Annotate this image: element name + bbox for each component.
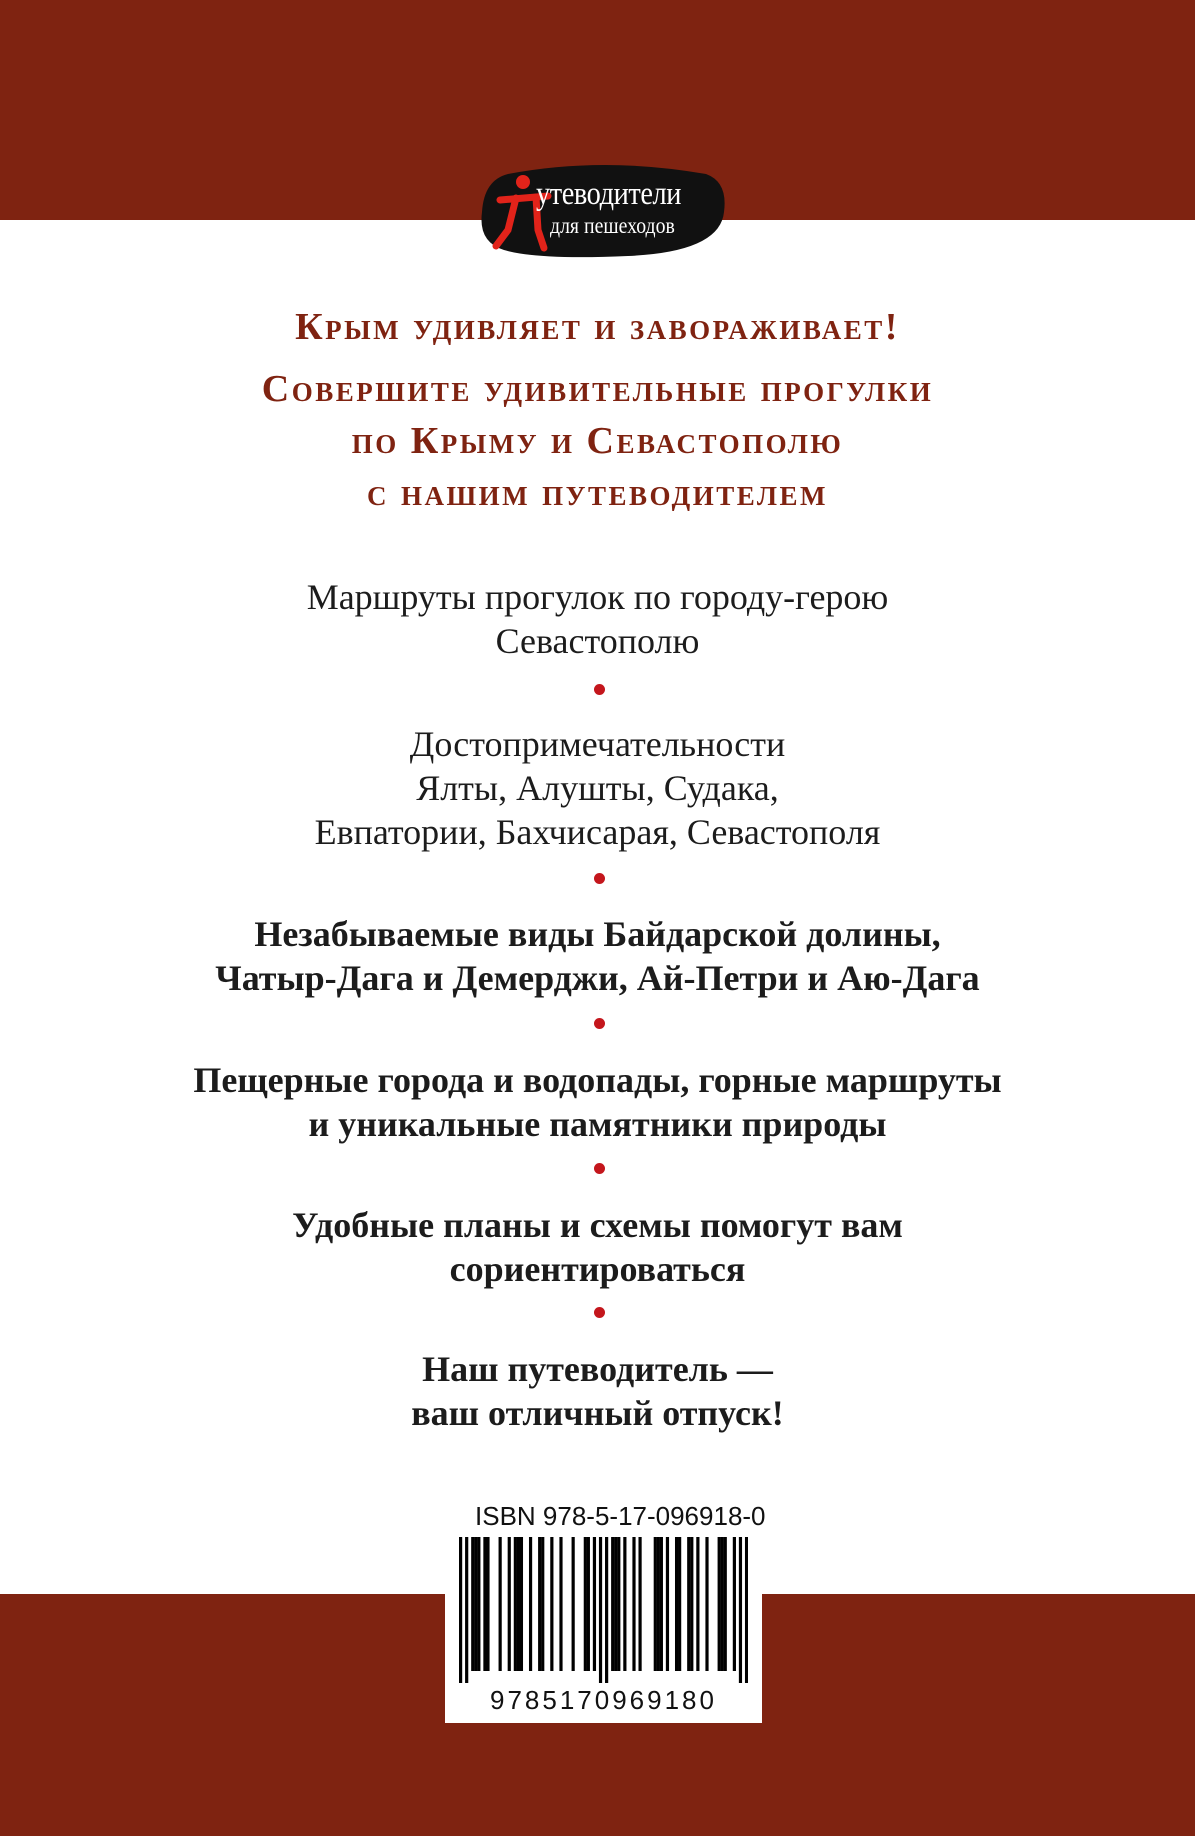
- headline-line-3: по Крыму и Севастополю: [351, 420, 844, 462]
- feature-slogan: [60, 1347, 1135, 1435]
- barcode-bar: [550, 1537, 553, 1671]
- logo-title: утеводители: [536, 176, 682, 212]
- feature-line: Достопримечательности: [409, 724, 786, 764]
- barcode-bar: [724, 1537, 727, 1671]
- barcode-bar: [654, 1537, 657, 1671]
- feature-routes: [60, 575, 1135, 663]
- feature-views: [60, 912, 1135, 1000]
- barcode-bar: [690, 1537, 693, 1671]
- barcode-bar: [514, 1537, 517, 1671]
- feature-line: Ялты, Алушты, Судака,: [416, 768, 779, 808]
- barcode-bar: [611, 1537, 614, 1671]
- barcode-bar: [605, 1537, 608, 1683]
- barcode-bar: [739, 1537, 742, 1683]
- barcode-bar: [559, 1537, 562, 1671]
- bullet-dot: [594, 873, 605, 884]
- barcode-bar: [508, 1537, 511, 1671]
- barcode-bar: [632, 1537, 635, 1671]
- barcode-bar: [471, 1537, 474, 1671]
- feature-line: Маршруты прогулок по городу-герою: [306, 577, 889, 617]
- barcode-bar: [465, 1537, 468, 1683]
- logo-subtitle: для пешеходов: [550, 213, 675, 238]
- feature-line: Евпатории, Бахчисарая, Севастополя: [314, 812, 881, 852]
- feature-line: и уникальные памятники природы: [308, 1104, 887, 1144]
- barcode-bar: [666, 1537, 669, 1671]
- barcode-bar: [678, 1537, 681, 1671]
- barcode-bar: [617, 1537, 620, 1671]
- bullet-dot: [594, 1163, 605, 1174]
- barcode-bar: [499, 1537, 502, 1671]
- barcode-bar: [623, 1537, 626, 1671]
- barcode-bar: [459, 1537, 462, 1683]
- feature-line: сориентироваться: [449, 1249, 746, 1289]
- feature-line: Незабываемые виды Байдарской долины,: [254, 914, 941, 954]
- barcode-bar: [520, 1537, 523, 1671]
- barcode-bar: [483, 1537, 486, 1671]
- feature-line: Наш путеводитель —: [422, 1349, 773, 1389]
- barcode-bar: [721, 1537, 724, 1671]
- barcode-bar: [587, 1537, 590, 1671]
- barcode-bar: [584, 1537, 587, 1671]
- barcode-bars: [459, 1537, 748, 1683]
- barcode-bar: [696, 1537, 699, 1671]
- barcode-bar: [593, 1537, 596, 1671]
- series-logo: [478, 160, 728, 264]
- feature-maps: [60, 1203, 1135, 1291]
- bullet-dot: [594, 1018, 605, 1029]
- barcode-bar: [572, 1537, 575, 1671]
- barcode-block: [445, 1491, 766, 1723]
- barcode-bar: [733, 1537, 736, 1671]
- barcode-bar: [529, 1537, 532, 1671]
- barcode-bar: [660, 1537, 663, 1671]
- barcode-bar: [477, 1537, 480, 1671]
- feature-sights: [60, 722, 1135, 854]
- headline-line-1: Крым удивляет и завораживает!: [295, 306, 900, 348]
- headline-line-2: Совершите удивительные прогулки: [261, 368, 934, 410]
- feature-line: Удобные планы и схемы помогут вам: [292, 1205, 903, 1245]
- barcode-bar: [705, 1537, 708, 1671]
- barcode-bar: [675, 1537, 678, 1671]
- feature-line: Пещерные города и водопады, горные маршруты: [193, 1060, 1002, 1100]
- barcode-bar: [687, 1537, 690, 1671]
- bullet-dot: [594, 684, 605, 695]
- feature-line: Чатыр-Дага и Демерджи, Ай-Петри и Аю-Дага: [215, 958, 980, 998]
- barcode-bar: [614, 1537, 617, 1671]
- barcode-bar: [638, 1537, 641, 1671]
- bullet-dot: [594, 1307, 605, 1318]
- barcode-bar: [517, 1537, 520, 1671]
- barcode-bar: [541, 1537, 544, 1671]
- barcode-bar: [486, 1537, 489, 1671]
- barcode-bar: [538, 1537, 541, 1671]
- barcode-bar: [718, 1537, 721, 1671]
- barcode-digits: 9785170969180: [490, 1685, 717, 1715]
- feature-caves: [60, 1058, 1135, 1146]
- barcode-bar: [474, 1537, 477, 1671]
- barcode-bar: [599, 1537, 602, 1683]
- feature-line: Севастополю: [495, 621, 700, 661]
- feature-line: ваш отличный отпуск!: [411, 1393, 784, 1433]
- isbn-label: ISBN 978-5-17-096918-0: [475, 1501, 766, 1531]
- barcode-bar: [657, 1537, 660, 1671]
- barcode-bar: [745, 1537, 748, 1683]
- headline-line-4: с нашим путеводителем: [367, 472, 828, 514]
